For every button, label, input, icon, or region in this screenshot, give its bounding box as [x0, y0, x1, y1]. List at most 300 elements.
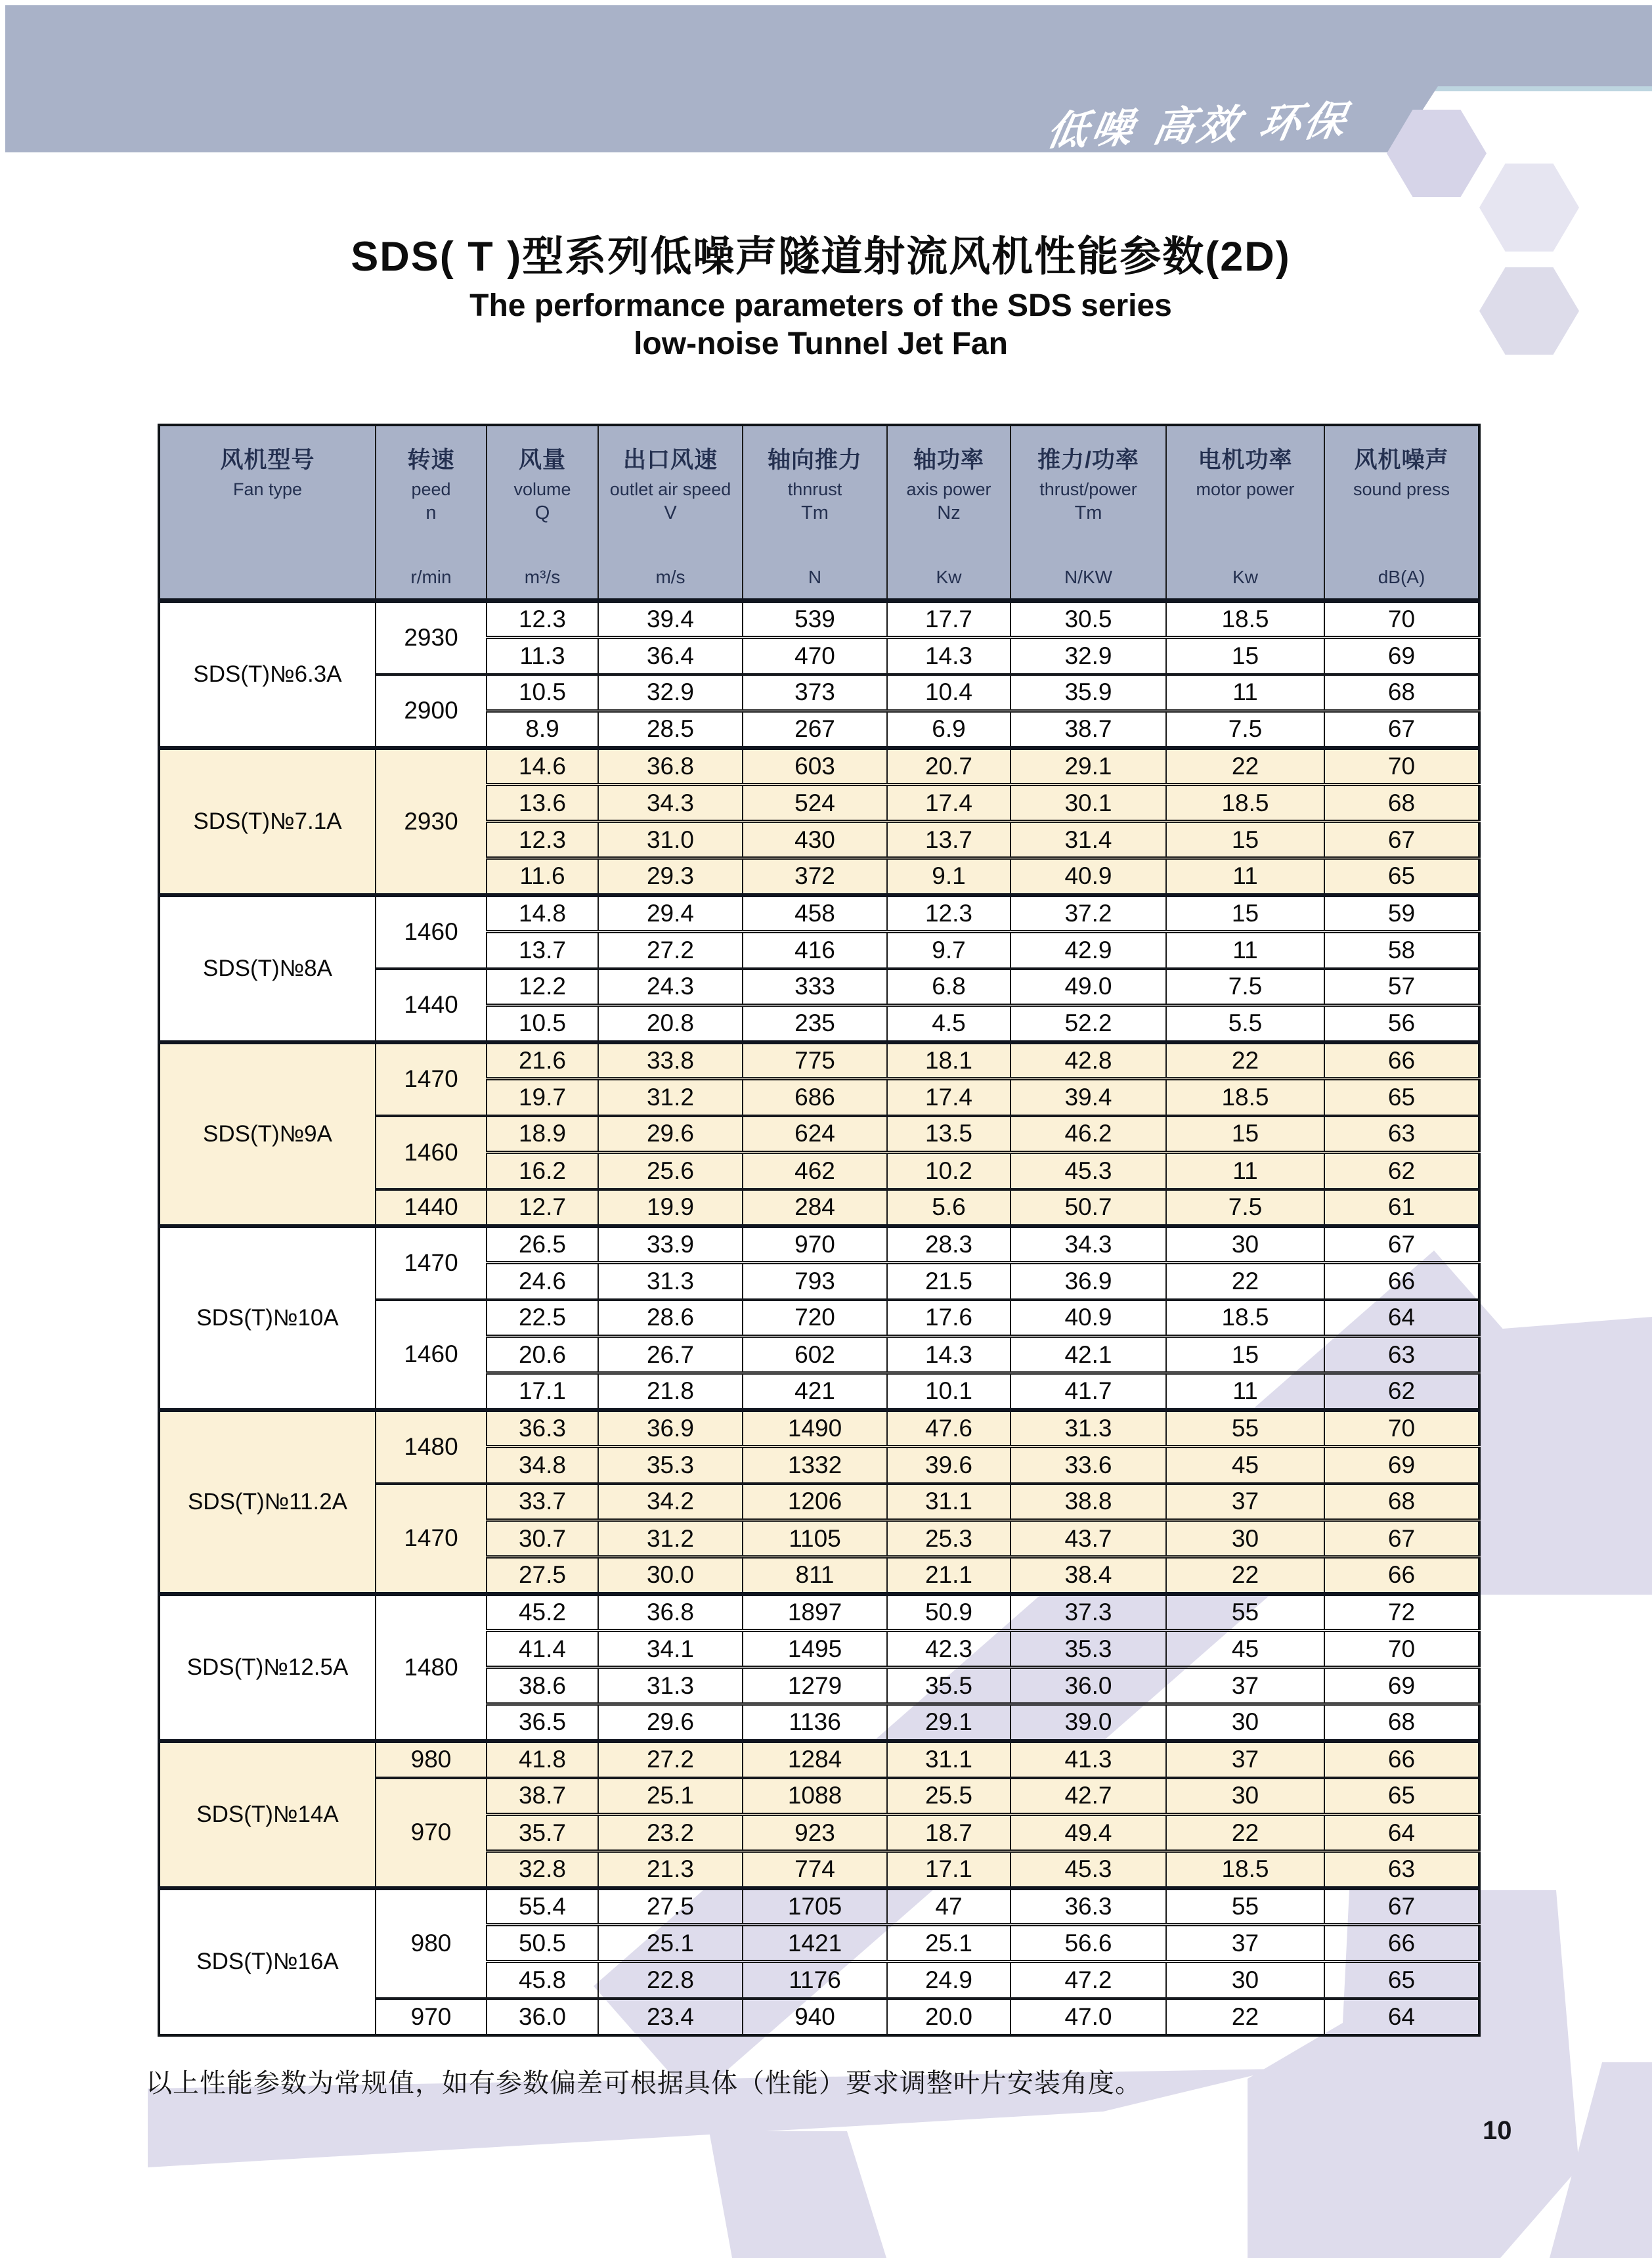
column-header-thrust-power-ratio-en: thrust/power	[1039, 479, 1137, 499]
cell-rpm: 980	[376, 1888, 487, 1999]
cell-value: 28.5	[598, 711, 743, 748]
cell-rpm: 1470	[376, 1042, 487, 1116]
cell-value: 421	[743, 1373, 887, 1410]
cell-value: 1279	[743, 1668, 887, 1704]
cell-value: 624	[743, 1116, 887, 1153]
cell-value: 45	[1166, 1447, 1324, 1484]
page-titles	[158, 234, 1484, 364]
cell-value: 470	[743, 638, 887, 675]
cell-value: 35.5	[887, 1668, 1011, 1704]
column-header-thrust-power-ratio-zh: 推力/功率	[1037, 447, 1139, 473]
cell-value: 7.5	[1166, 1189, 1324, 1226]
cell-value: 27.2	[598, 1741, 743, 1778]
cell-value: 35.7	[487, 1815, 598, 1851]
watermark-left-leg	[709, 2131, 886, 2258]
cell-value: 36.0	[487, 1999, 598, 2035]
cell-value: 18.7	[887, 1815, 1011, 1851]
cell-value: 39.4	[598, 601, 743, 638]
cell-value: 68	[1324, 675, 1479, 711]
cell-value: 46.2	[1011, 1116, 1166, 1153]
column-header-motor-power-unit: Kw	[1232, 567, 1258, 587]
cell-value: 267	[743, 711, 887, 748]
cell-value: 36.3	[1011, 1888, 1166, 1925]
column-header-fan-noise	[1324, 425, 1479, 601]
cell-value: 1897	[743, 1594, 887, 1631]
page-number: 10	[1483, 2116, 1512, 2145]
column-header-fan-noise-unit: dB(A)	[1378, 567, 1425, 587]
cell-value: 37	[1166, 1741, 1324, 1778]
cell-value: 57	[1324, 969, 1479, 1006]
cell-value: 17.4	[887, 785, 1011, 822]
table-row	[159, 895, 1479, 932]
cell-value: 29.3	[598, 858, 743, 895]
cell-value: 25.5	[887, 1778, 1011, 1815]
column-header-speed	[376, 425, 487, 601]
cell-fan-model: SDS(T)№8A	[159, 895, 376, 1042]
cell-value: 30.0	[598, 1557, 743, 1594]
cell-rpm: 970	[376, 1778, 487, 1888]
cell-value: 4.5	[887, 1006, 1011, 1042]
cell-value: 30	[1166, 1226, 1324, 1263]
cell-value: 1490	[743, 1410, 887, 1447]
cell-value: 36.8	[598, 1594, 743, 1631]
cell-value: 1105	[743, 1520, 887, 1557]
cell-value: 36.4	[598, 638, 743, 675]
cell-value: 11.3	[487, 638, 598, 675]
cell-value: 21.3	[598, 1851, 743, 1888]
cell-value: 50.7	[1011, 1189, 1166, 1226]
cell-value: 14.6	[487, 748, 598, 785]
column-header-speed-en: peed	[411, 479, 451, 499]
cell-value: 35.3	[1011, 1631, 1166, 1668]
column-header-axis-power	[887, 425, 1011, 601]
cell-value: 38.7	[487, 1778, 598, 1815]
banner-slogan: 低噪 高效 环保	[1043, 96, 1353, 155]
column-header-outlet-air-speed	[598, 425, 743, 601]
cell-value: 20.6	[487, 1337, 598, 1373]
cell-value: 40.9	[1011, 1300, 1166, 1337]
cell-value: 13.7	[887, 822, 1011, 858]
cell-value: 18.5	[1166, 1851, 1324, 1888]
cell-value: 37	[1166, 1925, 1324, 1962]
cell-rpm: 1480	[376, 1594, 487, 1741]
cell-value: 64	[1324, 1999, 1479, 2035]
cell-value: 25.3	[887, 1520, 1011, 1557]
column-header-thrust-power-ratio-sym: Tm	[1074, 502, 1102, 524]
cell-value: 12.7	[487, 1189, 598, 1226]
cell-value: 20.8	[598, 1006, 743, 1042]
cell-value: 940	[743, 1999, 887, 2035]
cell-value: 5.5	[1166, 1006, 1324, 1042]
cell-value: 58	[1324, 932, 1479, 969]
cell-value: 539	[743, 601, 887, 638]
cell-value: 14.3	[887, 1337, 1011, 1373]
cell-value: 63	[1324, 1337, 1479, 1373]
cell-value: 686	[743, 1079, 887, 1116]
cell-rpm: 2930	[376, 601, 487, 675]
cell-rpm: 2930	[376, 748, 487, 895]
cell-value: 55.4	[487, 1888, 598, 1925]
cell-value: 32.9	[598, 675, 743, 711]
cell-value: 32.9	[1011, 638, 1166, 675]
column-header-fan-type-en: Fan type	[232, 479, 303, 499]
cell-value: 56.6	[1011, 1925, 1166, 1962]
table-row	[159, 1888, 1479, 1925]
cell-value: 66	[1324, 1042, 1479, 1079]
cell-value: 41.8	[487, 1741, 598, 1778]
cell-value: 36.9	[598, 1410, 743, 1447]
cell-value: 26.7	[598, 1337, 743, 1373]
cell-value: 62	[1324, 1373, 1479, 1410]
cell-value: 41.4	[487, 1631, 598, 1668]
cell-fan-model: SDS(T)№9A	[159, 1042, 376, 1226]
cell-value: 31.3	[598, 1263, 743, 1300]
cell-value: 65	[1324, 1079, 1479, 1116]
cell-value: 42.3	[887, 1631, 1011, 1668]
page-title-english	[158, 287, 1484, 364]
cell-rpm: 1460	[376, 895, 487, 969]
cell-value: 16.2	[487, 1153, 598, 1189]
cell-value: 462	[743, 1153, 887, 1189]
cell-value: 42.7	[1011, 1778, 1166, 1815]
cell-value: 14.3	[887, 638, 1011, 675]
cell-value: 30	[1166, 1704, 1324, 1741]
cell-value: 22	[1166, 1042, 1324, 1079]
cell-value: 29.6	[598, 1704, 743, 1741]
cell-value: 7.5	[1166, 969, 1324, 1006]
cell-value: 6.8	[887, 969, 1011, 1006]
cell-value: 65	[1324, 1778, 1479, 1815]
cell-fan-model: SDS(T)№12.5A	[159, 1594, 376, 1741]
performance-table	[158, 424, 1481, 2037]
cell-value: 18.5	[1166, 1300, 1324, 1337]
column-header-axis-power-unit: Kw	[936, 567, 962, 587]
cell-value: 970	[743, 1226, 887, 1263]
cell-value: 6.9	[887, 711, 1011, 748]
cell-value: 602	[743, 1337, 887, 1373]
page-title-english-line2: low-noise Tunnel Jet Fan	[634, 326, 1008, 362]
cell-value: 25.1	[887, 1925, 1011, 1962]
cell-value: 45.2	[487, 1594, 598, 1631]
cell-rpm: 2900	[376, 675, 487, 748]
cell-value: 31.2	[598, 1520, 743, 1557]
column-header-volume-en: volume	[513, 479, 571, 499]
cell-value: 26.5	[487, 1226, 598, 1263]
table-row	[159, 601, 1479, 638]
cell-fan-model: SDS(T)№14A	[159, 1741, 376, 1888]
cell-value: 59	[1324, 895, 1479, 932]
cell-value: 1705	[743, 1888, 887, 1925]
column-header-fan-type	[159, 425, 376, 601]
table-row	[159, 1410, 1479, 1447]
cell-rpm: 1470	[376, 1484, 487, 1594]
cell-value: 64	[1324, 1815, 1479, 1851]
column-header-thrust-power-ratio-unit: N/KW	[1064, 567, 1113, 587]
cell-value: 29.4	[598, 895, 743, 932]
cell-value: 36.8	[598, 748, 743, 785]
cell-value: 10.5	[487, 675, 598, 711]
cell-value: 11.6	[487, 858, 598, 895]
cell-value: 1332	[743, 1447, 887, 1484]
cell-value: 10.2	[887, 1153, 1011, 1189]
cell-rpm: 1480	[376, 1410, 487, 1484]
cell-value: 39.0	[1011, 1704, 1166, 1741]
cell-value: 10.5	[487, 1006, 598, 1042]
cell-value: 69	[1324, 1668, 1479, 1704]
cell-value: 23.4	[598, 1999, 743, 2035]
cell-value: 47.2	[1011, 1962, 1166, 1999]
cell-value: 17.1	[487, 1373, 598, 1410]
cell-value: 1495	[743, 1631, 887, 1668]
cell-value: 28.3	[887, 1226, 1011, 1263]
cell-value: 11	[1166, 932, 1324, 969]
cell-value: 66	[1324, 1557, 1479, 1594]
cell-value: 28.6	[598, 1300, 743, 1337]
cell-value: 33.9	[598, 1226, 743, 1263]
cell-value: 50.5	[487, 1925, 598, 1962]
cell-value: 31.0	[598, 822, 743, 858]
cell-value: 12.3	[487, 822, 598, 858]
cell-value: 55	[1166, 1594, 1324, 1631]
cell-value: 27.5	[598, 1888, 743, 1925]
cell-value: 29.1	[887, 1704, 1011, 1741]
column-header-fan-type-zh: 风机型号	[220, 447, 315, 473]
cell-value: 62	[1324, 1153, 1479, 1189]
cell-value: 37.2	[1011, 895, 1166, 932]
cell-value: 38.4	[1011, 1557, 1166, 1594]
cell-value: 29.6	[598, 1116, 743, 1153]
cell-value: 49.0	[1011, 969, 1166, 1006]
cell-value: 30.5	[1011, 601, 1166, 638]
cell-value: 41.7	[1011, 1373, 1166, 1410]
cell-value: 15	[1166, 895, 1324, 932]
cell-value: 42.1	[1011, 1337, 1166, 1373]
cell-value: 11	[1166, 1373, 1324, 1410]
cell-value: 55	[1166, 1410, 1324, 1447]
cell-value: 17.7	[887, 601, 1011, 638]
cell-value: 23.2	[598, 1815, 743, 1851]
cell-value: 24.6	[487, 1263, 598, 1300]
column-header-volume-sym: Q	[534, 502, 550, 524]
cell-value: 50.9	[887, 1594, 1011, 1631]
cell-fan-model: SDS(T)№11.2A	[159, 1410, 376, 1594]
cell-value: 67	[1324, 822, 1479, 858]
table-row	[159, 1594, 1479, 1631]
cell-value: 17.1	[887, 1851, 1011, 1888]
cell-value: 9.1	[887, 858, 1011, 895]
column-header-axial-thrust	[743, 425, 887, 601]
cell-value: 69	[1324, 1447, 1479, 1484]
cell-value: 69	[1324, 638, 1479, 675]
table-row	[159, 1741, 1479, 1778]
cell-value: 41.3	[1011, 1741, 1166, 1778]
column-header-speed-zh: 转速	[407, 447, 455, 473]
cell-value: 31.2	[598, 1079, 743, 1116]
cell-value: 65	[1324, 858, 1479, 895]
cell-value: 27.5	[487, 1557, 598, 1594]
cell-value: 21.8	[598, 1373, 743, 1410]
cell-value: 17.4	[887, 1079, 1011, 1116]
cell-value: 66	[1324, 1925, 1479, 1962]
cell-value: 7.5	[1166, 711, 1324, 748]
cell-value: 45.3	[1011, 1153, 1166, 1189]
table-row	[159, 1042, 1479, 1079]
cell-value: 45.8	[487, 1962, 598, 1999]
cell-value: 416	[743, 932, 887, 969]
cell-value: 22.5	[487, 1300, 598, 1337]
cell-value: 13.5	[887, 1116, 1011, 1153]
cell-value: 47.0	[1011, 1999, 1166, 2035]
cell-value: 811	[743, 1557, 887, 1594]
cell-value: 21.6	[487, 1042, 598, 1079]
cell-value: 22	[1166, 1815, 1324, 1851]
cell-value: 70	[1324, 748, 1479, 785]
cell-value: 13.7	[487, 932, 598, 969]
cell-value: 52.2	[1011, 1006, 1166, 1042]
cell-value: 36.5	[487, 1704, 598, 1741]
cell-value: 67	[1324, 1520, 1479, 1557]
cell-value: 68	[1324, 1704, 1479, 1741]
cell-value: 70	[1324, 1631, 1479, 1668]
cell-value: 68	[1324, 785, 1479, 822]
cell-value: 47	[887, 1888, 1011, 1925]
cell-value: 9.7	[887, 932, 1011, 969]
cell-value: 333	[743, 969, 887, 1006]
column-header-axial-thrust-zh: 轴向推力	[767, 447, 862, 473]
column-header-fan-noise-en: sound press	[1353, 479, 1450, 499]
cell-value: 21.5	[887, 1263, 1011, 1300]
cell-value: 18.5	[1166, 601, 1324, 638]
column-header-motor-power-zh: 电机功率	[1198, 447, 1293, 473]
cell-value: 55	[1166, 1888, 1324, 1925]
cell-value: 20.7	[887, 748, 1011, 785]
cell-value: 8.9	[487, 711, 598, 748]
cell-value: 1176	[743, 1962, 887, 1999]
cell-fan-model: SDS(T)№10A	[159, 1226, 376, 1410]
column-header-motor-power-en: motor power	[1196, 479, 1295, 499]
cell-value: 775	[743, 1042, 887, 1079]
cell-value: 31.3	[1011, 1410, 1166, 1447]
cell-value: 67	[1324, 711, 1479, 748]
cell-value: 33.6	[1011, 1447, 1166, 1484]
column-header-fan-noise-zh: 风机噪声	[1354, 447, 1449, 473]
column-header-axis-power-zh: 轴功率	[913, 447, 984, 473]
cell-value: 43.7	[1011, 1520, 1166, 1557]
column-header-motor-power	[1166, 425, 1324, 601]
cell-value: 11	[1166, 1153, 1324, 1189]
cell-value: 20.0	[887, 1999, 1011, 2035]
cell-value: 372	[743, 858, 887, 895]
cell-value: 12.3	[487, 601, 598, 638]
cell-value: 10.4	[887, 675, 1011, 711]
cell-value: 14.8	[487, 895, 598, 932]
cell-value: 524	[743, 785, 887, 822]
cell-value: 47.6	[887, 1410, 1011, 1447]
cell-value: 36.3	[487, 1410, 598, 1447]
table-row	[159, 748, 1479, 785]
cell-value: 49.4	[1011, 1815, 1166, 1851]
cell-rpm: 1440	[376, 969, 487, 1042]
cell-value: 67	[1324, 1226, 1479, 1263]
cell-value: 25.6	[598, 1153, 743, 1189]
cell-value: 42.8	[1011, 1042, 1166, 1079]
column-header-axis-power-en: axis power	[906, 479, 991, 499]
cell-value: 284	[743, 1189, 887, 1226]
cell-value: 70	[1324, 601, 1479, 638]
cell-value: 1421	[743, 1925, 887, 1962]
cell-value: 793	[743, 1263, 887, 1300]
cell-value: 56	[1324, 1006, 1479, 1042]
cell-value: 5.6	[887, 1189, 1011, 1226]
cell-value: 15	[1166, 638, 1324, 675]
cell-value: 15	[1166, 822, 1324, 858]
cell-value: 34.1	[598, 1631, 743, 1668]
cell-rpm: 1460	[376, 1116, 487, 1189]
cell-value: 37	[1166, 1668, 1324, 1704]
column-header-outlet-air-speed-unit: m/s	[655, 567, 685, 587]
cell-value: 18.5	[1166, 1079, 1324, 1116]
column-header-axial-thrust-sym: Tm	[801, 502, 829, 524]
cell-value: 31.4	[1011, 822, 1166, 858]
cell-value: 68	[1324, 1484, 1479, 1520]
cell-value: 22	[1166, 1263, 1324, 1300]
cell-value: 45	[1166, 1631, 1324, 1668]
cell-value: 38.7	[1011, 711, 1166, 748]
cell-value: 18.1	[887, 1042, 1011, 1079]
column-header-volume	[487, 425, 598, 601]
column-header-outlet-air-speed-sym: V	[664, 502, 677, 524]
table-header-row	[159, 425, 1479, 601]
cell-value: 34.3	[598, 785, 743, 822]
cell-value: 22.8	[598, 1962, 743, 1999]
cell-value: 70	[1324, 1410, 1479, 1447]
cell-value: 67	[1324, 1888, 1479, 1925]
column-header-axial-thrust-en: thnrust	[787, 479, 842, 499]
cell-rpm: 970	[376, 1999, 487, 2035]
cell-value: 10.1	[887, 1373, 1011, 1410]
cell-value: 373	[743, 675, 887, 711]
column-header-speed-unit: r/min	[410, 567, 452, 587]
cell-value: 66	[1324, 1263, 1479, 1300]
cell-value: 61	[1324, 1189, 1479, 1226]
column-header-outlet-air-speed-en: outlet air speed	[609, 479, 731, 499]
cell-value: 24.3	[598, 969, 743, 1006]
cell-value: 38.8	[1011, 1484, 1166, 1520]
cell-value: 17.6	[887, 1300, 1011, 1337]
cell-value: 22	[1166, 1557, 1324, 1594]
cell-value: 923	[743, 1815, 887, 1851]
column-header-axial-thrust-unit: N	[808, 567, 822, 587]
cell-value: 63	[1324, 1116, 1479, 1153]
cell-value: 19.7	[487, 1079, 598, 1116]
cell-value: 774	[743, 1851, 887, 1888]
cell-value: 30	[1166, 1962, 1324, 1999]
cell-value: 11	[1166, 675, 1324, 711]
page-title-english-line1: The performance parameters of the SDS series	[469, 288, 1172, 323]
cell-rpm: 1460	[376, 1300, 487, 1410]
cell-value: 34.3	[1011, 1226, 1166, 1263]
cell-rpm: 1470	[376, 1226, 487, 1300]
cell-value: 63	[1324, 1851, 1479, 1888]
cell-value: 18.5	[1166, 785, 1324, 822]
cell-value: 39.6	[887, 1447, 1011, 1484]
cell-value: 21.1	[887, 1557, 1011, 1594]
cell-rpm: 980	[376, 1741, 487, 1778]
cell-value: 720	[743, 1300, 887, 1337]
cell-value: 22	[1166, 748, 1324, 785]
cell-value: 45.3	[1011, 1851, 1166, 1888]
cell-value: 40.9	[1011, 858, 1166, 895]
